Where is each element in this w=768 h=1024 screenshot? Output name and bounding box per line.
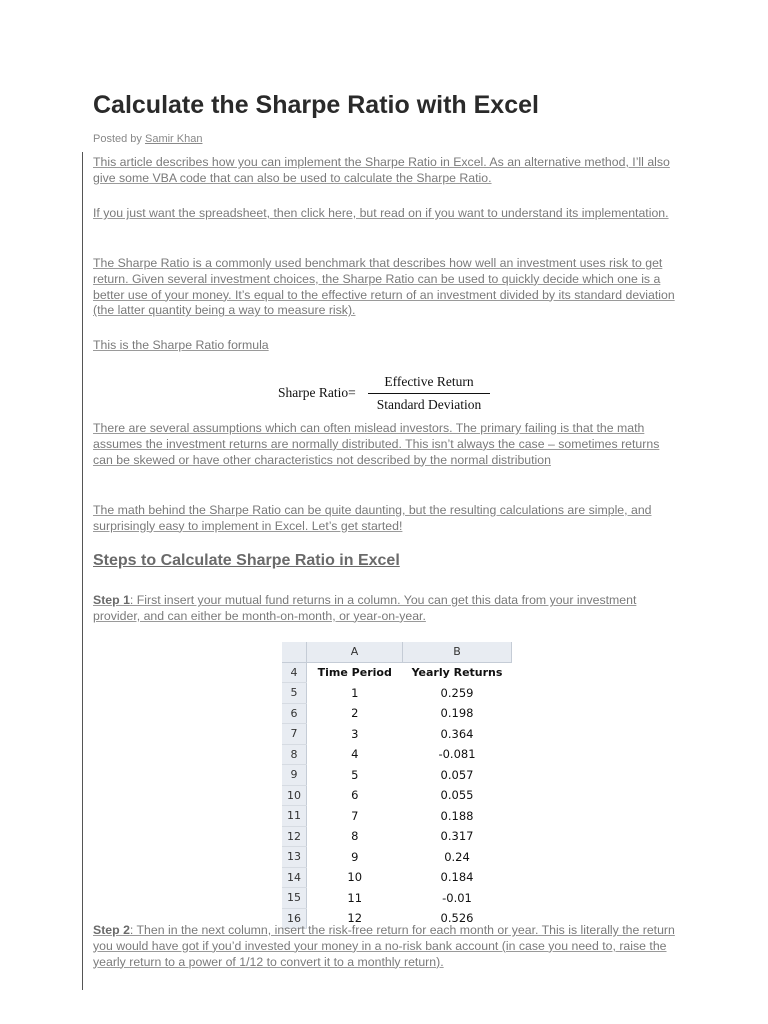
table-row xyxy=(282,744,512,765)
yearly-return-cell: -0.01 xyxy=(442,890,472,905)
yearly-return-cell: -0.081 xyxy=(438,747,476,762)
time-period-cell: 7 xyxy=(351,808,359,823)
returns-spreadsheet xyxy=(282,642,512,929)
fraction-bar xyxy=(368,393,490,394)
formula-intro-paragraph: This is the Sharpe Ratio formula xyxy=(93,338,269,352)
intro-paragraph: This article describes how you can implement the Sharpe Ratio in Excel. As an alternative method, I’ll also give some VBA code that can also be used to calculate the Sharpe Ratio. xyxy=(93,155,670,185)
time-period-cell: 8 xyxy=(351,829,359,844)
formula-denominator: Standard Deviation xyxy=(376,397,482,412)
row-number: 10 xyxy=(282,785,307,806)
time-period-cell: 12 xyxy=(347,911,363,926)
yearly-return-cell: 0.198 xyxy=(440,706,474,721)
assumptions-paragraph: There are several assumptions which can often mislead investors. The primary failing is that the math assumes the investment returns are normally distributed. This isn’t always the case – sometimes returns can be skewed or have other characteristics not described by the normal distribution xyxy=(93,421,660,467)
yearly-return-cell: 0.055 xyxy=(440,788,474,803)
definition-paragraph: The Sharpe Ratio is a commonly used benchmark that describes how well an investment uses risk to get return. Given several investment choices, the Sharpe Ratio can be used to quickly decide which one is a better use of your money. It’s equal to the effective return of an investment divided by its standard deviation (the latter quantity being a way to measure risk). xyxy=(93,256,675,318)
spreadsheet-paragraph[interactable]: If you just want the spreadsheet, then click here, but read on if you want to understand its implementation. xyxy=(93,206,669,220)
step2-paragraph xyxy=(93,923,681,970)
time-period-cell: 5 xyxy=(351,767,359,782)
sheet-corner xyxy=(282,642,307,662)
yearly-return-cell: 0.317 xyxy=(440,829,474,844)
table-row xyxy=(282,785,512,806)
step2-label: Step 2 xyxy=(93,923,130,937)
column-header-row xyxy=(282,642,512,662)
formula-lhs: Sharpe Ratio= xyxy=(278,385,356,400)
step1-paragraph xyxy=(93,593,681,625)
math-paragraph: The math behind the Sharpe Ratio can be quite daunting, but the resulting calculations are simple, and surprisingly easy to implement in Excel. Let’s get started! xyxy=(93,503,652,533)
steps-heading: Steps to Calculate Sharpe Ratio in Excel xyxy=(93,552,400,569)
row-number: 14 xyxy=(282,867,307,888)
yearly-return-cell: 0.24 xyxy=(444,849,470,864)
yearly-return-cell: 0.364 xyxy=(440,726,474,741)
formula-fraction xyxy=(368,372,490,415)
row-number: 6 xyxy=(282,703,307,724)
header-yearly-returns: Yearly Returns xyxy=(411,666,503,679)
row-number: 5 xyxy=(282,683,307,704)
author-link[interactable]: Samir Khan xyxy=(144,133,203,145)
row-number: 9 xyxy=(282,765,307,786)
step1-label: Step 1 xyxy=(93,593,130,607)
row-number: 15 xyxy=(282,888,307,909)
time-period-cell: 2 xyxy=(351,706,359,721)
table-row xyxy=(282,847,512,868)
row-number: 11 xyxy=(282,806,307,827)
column-letter-b: B xyxy=(403,642,512,662)
time-period-cell: 1 xyxy=(351,685,359,700)
row-number: 8 xyxy=(282,744,307,765)
time-period-cell: 3 xyxy=(351,726,359,741)
table-row xyxy=(282,703,512,724)
yearly-return-cell: 0.188 xyxy=(440,808,474,823)
table-row xyxy=(282,806,512,827)
yearly-return-cell: 0.259 xyxy=(440,685,474,700)
table-row xyxy=(282,888,512,909)
table-row xyxy=(282,826,512,847)
step1-text: : First insert your mutual fund returns in a column. You can get this data from your investment provider, and can either be month-on-month, or year-on-year. xyxy=(93,593,637,623)
yearly-return-cell: 0.057 xyxy=(440,767,474,782)
table-row xyxy=(282,724,512,745)
formula-numerator: Effective Return xyxy=(384,374,474,389)
time-period-cell: 4 xyxy=(351,747,359,762)
byline xyxy=(93,133,202,145)
row-number: 12 xyxy=(282,826,307,847)
time-period-cell: 6 xyxy=(351,788,359,803)
sharpe-ratio-formula xyxy=(278,372,498,414)
posted-by-label: Posted by xyxy=(93,133,142,145)
article-title: Calculate the Sharpe Ratio with Excel xyxy=(93,91,539,119)
table-row xyxy=(282,867,512,888)
yearly-return-cell: 0.184 xyxy=(440,870,474,885)
header-row xyxy=(282,662,512,683)
row-number: 7 xyxy=(282,724,307,745)
header-time-period: Time Period xyxy=(317,666,392,679)
table-row xyxy=(282,765,512,786)
step2-text: : Then in the next column, insert the risk-free return for each month or year. This is literally the return you would have got if you’d invested your money in a no-risk bank account (in case you need to, raise the yearly return to a power of 1/12 to convert it to a monthly return). xyxy=(93,923,675,969)
yearly-return-cell: 0.526 xyxy=(440,911,474,926)
table-row xyxy=(282,683,512,704)
time-period-cell: 9 xyxy=(351,849,359,864)
row-number: 13 xyxy=(282,847,307,868)
time-period-cell: 11 xyxy=(347,890,363,905)
time-period-cell: 10 xyxy=(347,870,363,885)
left-border-line xyxy=(82,152,83,990)
column-letter-a: A xyxy=(307,642,403,662)
row-number: 16 xyxy=(282,908,307,929)
row-number: 4 xyxy=(282,662,307,683)
